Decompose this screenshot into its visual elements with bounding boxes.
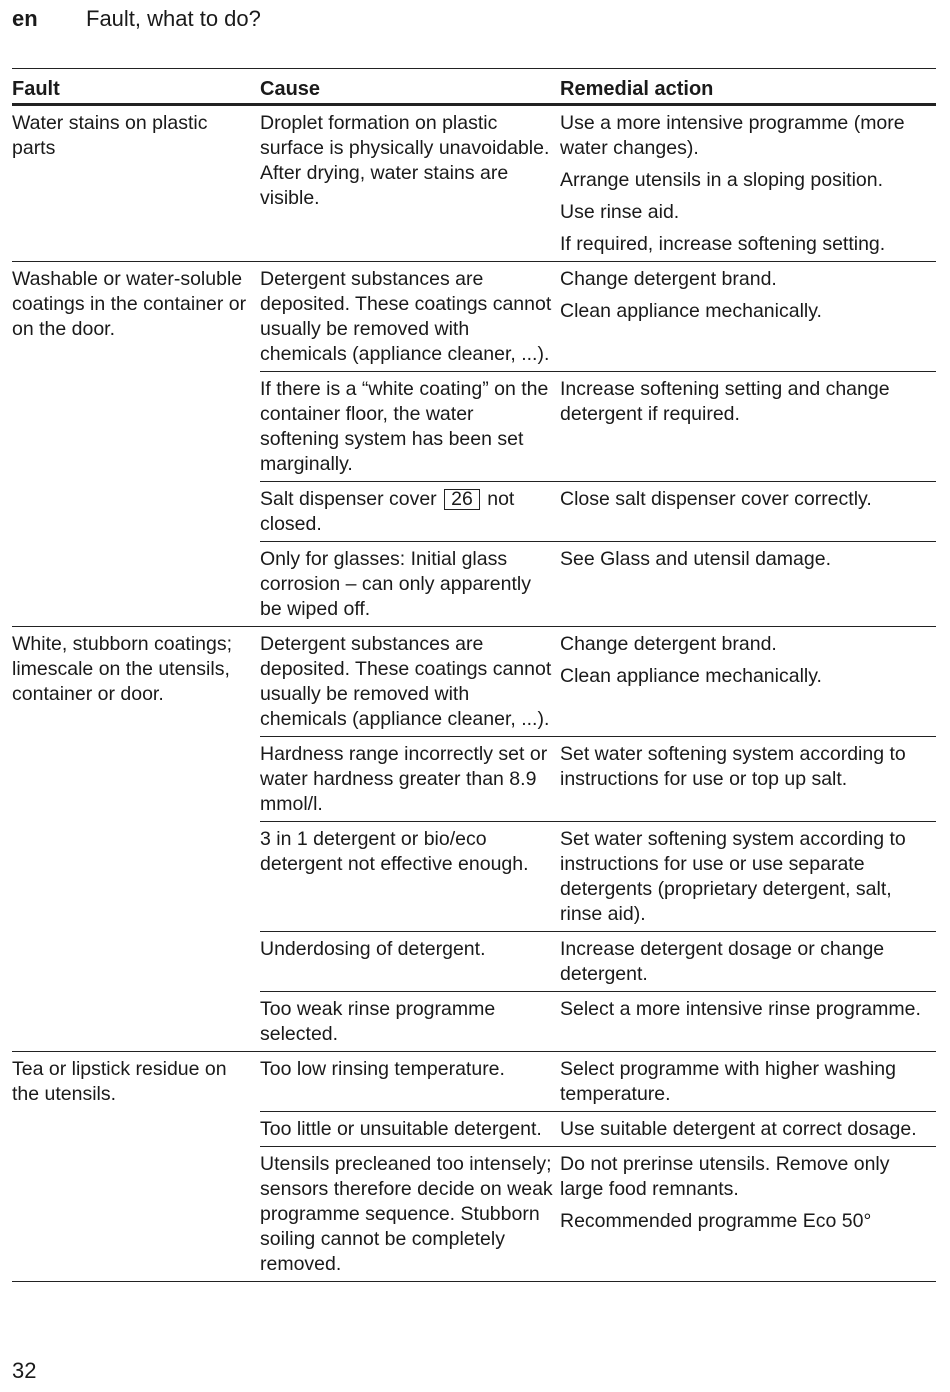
- table-row: [260, 736, 936, 821]
- table-row: [260, 627, 936, 736]
- remedy-cell: [560, 542, 936, 626]
- cause-cell: [260, 482, 560, 541]
- table-row: [260, 991, 936, 1051]
- remedy-item: Increase detergent dosage or change detergent.: [560, 938, 885, 985]
- remedy-cell: [560, 1112, 936, 1146]
- remedy-item: Set water softening system according to instructions for use or use separate detergents (proprietary detergent, salt, rinse aid).: [560, 828, 906, 925]
- header-cause: Cause: [260, 78, 321, 100]
- cause-cell: Hardness range incorrectly set or water hardness greater than 8.9 mmol/l.: [260, 743, 548, 815]
- cause-text: not closed.: [260, 488, 515, 535]
- cause-cell: Too little or unsuitable detergent.: [260, 1118, 542, 1140]
- table-row: [260, 106, 936, 261]
- section-title: Fault, what to do?: [86, 6, 261, 31]
- cause-cell: Detergent substances are deposited. These coatings cannot usually be removed with chemicals (appliance cleaner, ...).: [260, 633, 552, 730]
- page-number: 32: [12, 1358, 37, 1383]
- remedy-cell: [560, 106, 936, 261]
- table-row: [260, 821, 936, 931]
- table-row: [260, 371, 936, 481]
- remedy-item: Change detergent brand.: [560, 268, 777, 290]
- table-row: [260, 931, 936, 991]
- fault-group: [12, 1052, 936, 1282]
- cause-cell: If there is a “white coating” on the container floor, the water softening system has been set marginally.: [260, 378, 549, 475]
- remedy-item: Arrange utensils in a sloping position.: [560, 169, 884, 191]
- cause-text: Salt dispenser cover: [260, 488, 437, 510]
- remedy-item: Recommended programme Eco 50°: [560, 1210, 872, 1232]
- header-remedy: Remedial action: [560, 78, 714, 100]
- header-fault: Fault: [12, 78, 60, 100]
- remedy-cell: [560, 932, 936, 991]
- language-label: en: [12, 6, 38, 31]
- table-row: [260, 481, 936, 541]
- table-row: [260, 541, 936, 626]
- item-reference-box: 26: [444, 489, 480, 510]
- remedy-item: Clean appliance mechanically.: [560, 300, 822, 322]
- fault-cell: White, stubborn coatings; limescale on the utensils, container or door.: [12, 633, 233, 705]
- remedy-item: Select programme with higher washing temperature.: [560, 1058, 896, 1105]
- table-row: [260, 1111, 936, 1146]
- cause-cell: Utensils precleaned too intensely; sensors therefore decide on weak programme sequence. Stubborn soiling cannot be completely removed.: [260, 1153, 553, 1275]
- remedy-item: See Glass and utensil damage.: [560, 548, 832, 570]
- remedy-item: Increase softening setting and change detergent if required.: [560, 378, 890, 425]
- cause-cell: Droplet formation on plastic surface is physically unavoidable. After drying, water stains are visible.: [260, 112, 550, 209]
- remedy-cell: [560, 992, 936, 1051]
- cause-cell: Too weak rinse programme selected.: [260, 998, 496, 1045]
- remedy-cell: [560, 1052, 936, 1111]
- cause-cell: 3 in 1 detergent or bio/eco detergent not effective enough.: [260, 828, 529, 875]
- table-row: [260, 262, 936, 371]
- fault-cell: Tea or lipstick residue on the utensils.: [12, 1058, 227, 1105]
- cause-cell: Only for glasses: Initial glass corrosion – can only apparently be wiped off.: [260, 548, 531, 620]
- remedy-cell: [560, 737, 936, 821]
- table-row: [260, 1052, 936, 1111]
- remedy-cell: [560, 1147, 936, 1281]
- remedy-cell: [560, 627, 936, 736]
- remedy-item: Change detergent brand.: [560, 633, 777, 655]
- cause-cell: Underdosing of detergent.: [260, 938, 486, 960]
- cause-cell: Detergent substances are deposited. These coatings cannot usually be removed with chemicals (appliance cleaner, ...).: [260, 268, 552, 365]
- fault-table: [12, 68, 936, 1282]
- remedy-item: Clean appliance mechanically.: [560, 665, 822, 687]
- fault-cell: Water stains on plastic parts: [12, 112, 208, 159]
- table-row: [260, 1146, 936, 1281]
- fault-group: [12, 106, 936, 262]
- remedy-cell: [560, 372, 936, 481]
- remedy-cell: [560, 262, 936, 371]
- fault-cell: Washable or water-soluble coatings in the container or on the door.: [12, 268, 247, 340]
- remedy-cell: [560, 822, 936, 931]
- remedy-cell: [560, 482, 936, 541]
- table-header-row: [12, 69, 936, 106]
- remedy-item: Use a more intensive programme (more water changes).: [560, 112, 905, 159]
- remedy-item: Do not prerinse utensils. Remove only large food remnants.: [560, 1153, 890, 1200]
- remedy-item: Close salt dispenser cover correctly.: [560, 488, 872, 510]
- cause-cell: Too low rinsing temperature.: [260, 1058, 505, 1080]
- page-header: [12, 6, 261, 32]
- remedy-item: If required, increase softening setting.: [560, 233, 886, 255]
- remedy-item: Set water softening system according to instructions for use or top up salt.: [560, 743, 906, 790]
- remedy-item: Use rinse aid.: [560, 201, 680, 223]
- remedy-item: Select a more intensive rinse programme.: [560, 998, 921, 1020]
- remedy-item: Use suitable detergent at correct dosage.: [560, 1118, 917, 1140]
- fault-group: [12, 627, 936, 1052]
- fault-group: [12, 262, 936, 627]
